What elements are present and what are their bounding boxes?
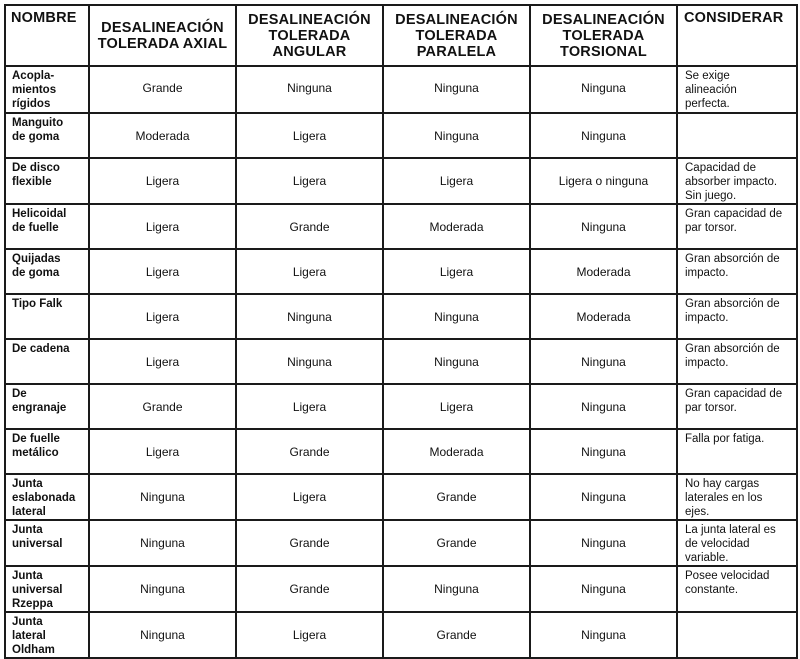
cell-paralela: Moderada	[383, 429, 530, 474]
cell-torsional: Ninguna	[530, 113, 677, 158]
cell-angular: Ninguna	[236, 339, 383, 384]
cell-torsional: Moderada	[530, 294, 677, 339]
header-axial: DESALINEACIÓN TOLERADA AXIAL	[89, 5, 236, 66]
table-row	[5, 249, 797, 294]
cell-paralela: Ligera	[383, 249, 530, 294]
table-row	[5, 520, 797, 566]
cell-angular: Ligera	[236, 158, 383, 204]
header-considerar: CONSIDERAR	[677, 5, 797, 66]
cell-paralela: Ninguna	[383, 566, 530, 612]
cell-considerar: Capacidad de absorber impacto. Sin juego.	[677, 158, 797, 204]
cell-paralela: Grande	[383, 612, 530, 658]
cell-considerar: Posee velocidad constante.	[677, 566, 797, 612]
cell-nombre: Quijadas de goma	[5, 249, 89, 294]
header-torsional: DESALINEACIÓN TOLERADA TORSIONAL	[530, 5, 677, 66]
cell-axial: Ligera	[89, 249, 236, 294]
cell-torsional: Ninguna	[530, 429, 677, 474]
cell-torsional: Ninguna	[530, 474, 677, 520]
cell-torsional: Ninguna	[530, 566, 677, 612]
cell-considerar	[677, 113, 797, 158]
cell-paralela: Ninguna	[383, 294, 530, 339]
table-row	[5, 204, 797, 249]
table-row	[5, 339, 797, 384]
cell-torsional: Ninguna	[530, 612, 677, 658]
cell-considerar: Gran absorción de impacto.	[677, 249, 797, 294]
cell-axial: Grande	[89, 384, 236, 429]
cell-torsional: Ninguna	[530, 66, 677, 113]
cell-torsional: Ninguna	[530, 384, 677, 429]
cell-axial: Ninguna	[89, 474, 236, 520]
cell-torsional: Moderada	[530, 249, 677, 294]
cell-angular: Ligera	[236, 612, 383, 658]
cell-paralela: Grande	[383, 520, 530, 566]
cell-axial: Ligera	[89, 429, 236, 474]
cell-considerar: Se exige alineación perfecta.	[677, 66, 797, 113]
header-angular: DESALINEACIÓN TOLERADA ANGULAR	[236, 5, 383, 66]
cell-nombre: De disco flexible	[5, 158, 89, 204]
table-row	[5, 612, 797, 658]
cell-nombre: Tipo Falk	[5, 294, 89, 339]
cell-angular: Ligera	[236, 384, 383, 429]
cell-considerar: Gran capacidad de par torsor.	[677, 384, 797, 429]
cell-axial: Ligera	[89, 339, 236, 384]
table-body	[5, 66, 797, 658]
cell-torsional: Ligera o ninguna	[530, 158, 677, 204]
header-paralela: DESALINEACIÓN TOLERADA PARALELA	[383, 5, 530, 66]
cell-angular: Grande	[236, 520, 383, 566]
table-row	[5, 294, 797, 339]
cell-nombre: Junta lateral Oldham	[5, 612, 89, 658]
cell-angular: Ligera	[236, 249, 383, 294]
cell-axial: Moderada	[89, 113, 236, 158]
cell-considerar	[677, 612, 797, 658]
cell-nombre: De fuelle metálico	[5, 429, 89, 474]
cell-paralela: Ninguna	[383, 66, 530, 113]
cell-paralela: Ninguna	[383, 339, 530, 384]
cell-nombre: Acopla- mientos rígidos	[5, 66, 89, 113]
cell-axial: Ligera	[89, 294, 236, 339]
cell-considerar: La junta lateral es de velocidad variable.	[677, 520, 797, 566]
cell-angular: Grande	[236, 429, 383, 474]
cell-torsional: Ninguna	[530, 520, 677, 566]
cell-paralela: Moderada	[383, 204, 530, 249]
cell-axial: Ligera	[89, 158, 236, 204]
table-row	[5, 566, 797, 612]
table-row	[5, 158, 797, 204]
cell-torsional: Ninguna	[530, 339, 677, 384]
coupling-table-container	[4, 4, 796, 656]
table-row	[5, 66, 797, 113]
cell-angular: Ligera	[236, 474, 383, 520]
cell-nombre: Junta universal	[5, 520, 89, 566]
cell-paralela: Ninguna	[383, 113, 530, 158]
cell-nombre: Manguito de goma	[5, 113, 89, 158]
cell-torsional: Ninguna	[530, 204, 677, 249]
cell-axial: Ninguna	[89, 566, 236, 612]
cell-angular: Ninguna	[236, 294, 383, 339]
cell-considerar: Gran absorción de impacto.	[677, 339, 797, 384]
cell-nombre: Junta universal Rzeppa	[5, 566, 89, 612]
cell-paralela: Ligera	[383, 384, 530, 429]
table-row	[5, 429, 797, 474]
cell-axial: Ligera	[89, 204, 236, 249]
cell-nombre: Junta eslabonada lateral	[5, 474, 89, 520]
coupling-misalignment-table	[4, 4, 798, 659]
table-row	[5, 474, 797, 520]
table-header-row	[5, 5, 797, 66]
cell-angular: Ninguna	[236, 66, 383, 113]
cell-paralela: Ligera	[383, 158, 530, 204]
table-row	[5, 384, 797, 429]
cell-nombre: De cadena	[5, 339, 89, 384]
header-nombre: NOMBRE	[5, 5, 89, 66]
cell-considerar: No hay cargas laterales en los ejes.	[677, 474, 797, 520]
cell-angular: Grande	[236, 566, 383, 612]
cell-considerar: Gran capacidad de par torsor.	[677, 204, 797, 249]
cell-paralela: Grande	[383, 474, 530, 520]
cell-axial: Grande	[89, 66, 236, 113]
cell-angular: Grande	[236, 204, 383, 249]
cell-considerar: Falla por fatiga.	[677, 429, 797, 474]
table-row	[5, 113, 797, 158]
cell-nombre: De engranaje	[5, 384, 89, 429]
cell-nombre: Helicoidal de fuelle	[5, 204, 89, 249]
cell-considerar: Gran absorción de impacto.	[677, 294, 797, 339]
cell-axial: Ninguna	[89, 520, 236, 566]
cell-axial: Ninguna	[89, 612, 236, 658]
cell-angular: Ligera	[236, 113, 383, 158]
